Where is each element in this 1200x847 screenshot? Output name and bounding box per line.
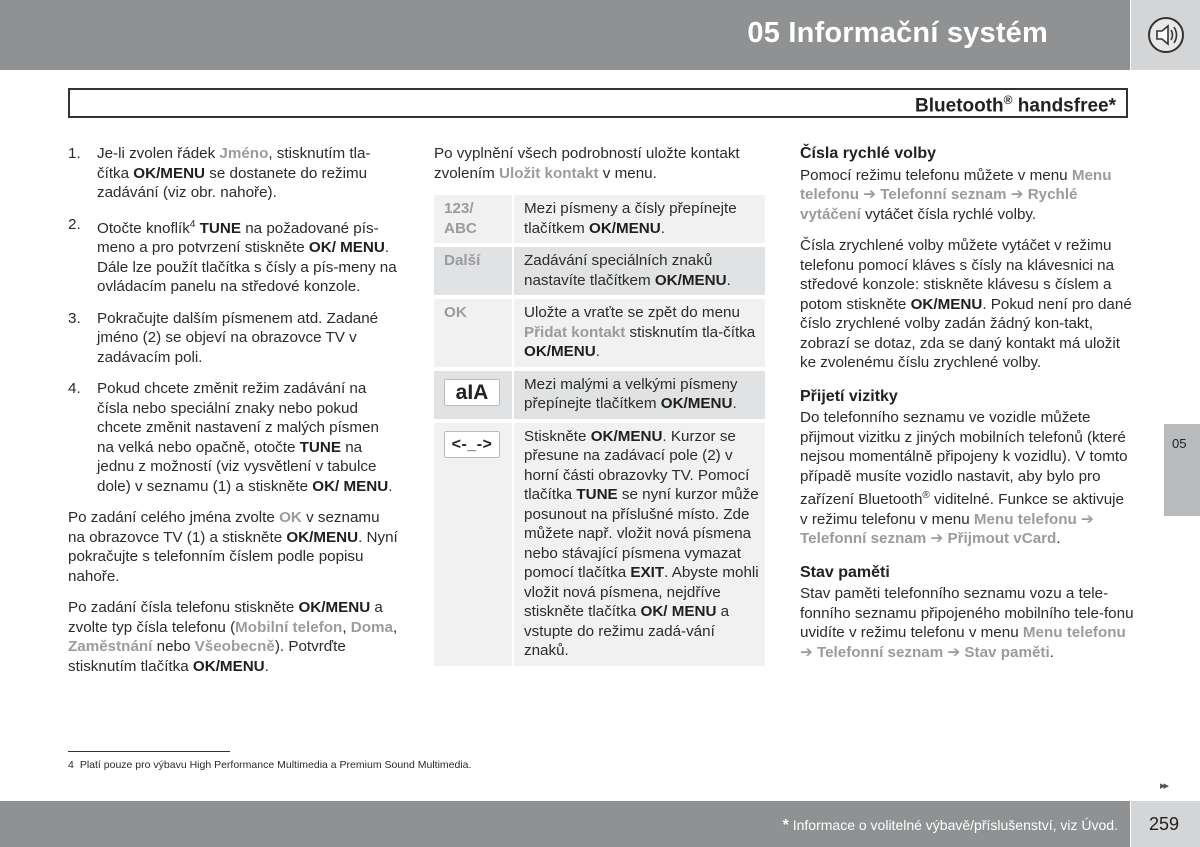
- paragraph: Pomocí režimu telefonu můžete v menu Menu telefonu ➔ Telefonní seznam ➔ Rychlé vytáčení vytáčet čísla rychlé volby.: [800, 166, 1112, 223]
- mode-key-label: OK: [444, 304, 467, 321]
- paragraph: Do telefonního seznamu ve vozidle můžete přijmout vizitku z jiných mobilních telefonů (které nejsou momentálně připojeny k vozidlu). V tomto případě musíte vozidlo nastavit, aby bylo pro zařízení Bluetooth® viditelné. Funkce se aktivuje v režimu telefonu v menu Menu telefonu ➔ Telefonní seznam ➔ Přijmout vCard.: [800, 409, 1128, 548]
- speaker-icon: [1147, 16, 1185, 54]
- page-number-box: [1131, 801, 1200, 847]
- list-item: 3. Pokračujte dalším písmenem atd. Zadané jméno (2) se objeví na obrazovce TV v zadávacím poli.: [68, 309, 379, 366]
- table-row: Další Zadávání speciálních znaků nastavíte tlačítkem OK/MENU.: [434, 247, 765, 295]
- list-item: 2. Otočte knoflík$^4$ TUNE na požadované pís-meno a pro potvrzení stiskněte OK/ MENU. Dále lze použít tlačítka s čísly a pís-meny na ovládacím panelu na středové konzole.: [68, 215, 397, 296]
- paragraph: Po zadání čísla telefonu stiskněte OK/MENU a zvolte typ čísla telefonu (Mobilní telefon, Doma, Zaměstnání nebo Všeobecně). Potvrďte stisknutím tlačítka OK/MENU.: [68, 599, 398, 675]
- list-item: 4. Pokud chcete změnit režim zadávání na čísla nebo speciální znaky nebo pokud chcete změnit nastavení z malých písmen na velká nebo opačně, otočte TUNE na jednu z možností (viz vysvětlení v tabulce dole) v seznamu (1) a stiskněte OK/ MENU.: [68, 380, 393, 495]
- steps-list: [68, 144, 400, 496]
- list-item: 1. Je-li zvolen řádek Jméno, stisknutím tla-čítka OK/MENU se dostanete do režimu zadávání (viz obr. nahoře).: [68, 145, 371, 201]
- subheading: Přijetí vizitky: [800, 387, 898, 405]
- chapter-title: 05 Informační systém: [747, 17, 1048, 49]
- section-header-box: [68, 88, 1128, 118]
- next-page-arrows-icon: ▸▸: [1160, 780, 1168, 792]
- paragraph: Po vyplnění všech podrobností uložte kontakt zvolením Uložit kontakt v menu.: [434, 145, 740, 182]
- subheading: Čísla rychlé volby: [800, 145, 937, 162]
- column-right: [800, 144, 1135, 674]
- input-modes-table: [434, 191, 765, 670]
- subheading: Stav paměti: [800, 563, 890, 581]
- footnote-divider: [68, 751, 230, 752]
- case-toggle-key: aIA: [444, 379, 500, 406]
- footer-bar: [0, 801, 1130, 847]
- mode-key-label: Další: [444, 252, 481, 269]
- column-middle: [434, 144, 766, 670]
- table-row: OK Uložte a vraťte se zpět do menu Přidat kontakt stisknutím tla-čítka OK/MENU.: [434, 299, 765, 367]
- table-row: aIA Mezi malými a velkými písmeny přepínejte tlačítkem OK/MENU.: [434, 371, 765, 419]
- table-row: 123/ ABC Mezi písmeny a čísly přepínejte tlačítkem OK/MENU.: [434, 195, 765, 243]
- header-bar: [0, 0, 1130, 70]
- column-left: [68, 144, 400, 688]
- chapter-icon-box: [1131, 0, 1200, 70]
- footer-note: * Informace o volitelné výbavě/příslušenství, viz Úvod.: [782, 817, 1118, 834]
- footnote: 4 Platí pouze pro výbavu High Performance Multimedia a Premium Sound Multimedia.: [68, 759, 472, 771]
- paragraph: Čísla zrychlené volby můžete vytáčet v režimu telefonu pomocí kláves s čísly na klávesnici na středové konzole: stiskněte klávesu s číslem a potom stiskněte OK/MENU. Pokud není pro dané číslo zrychlené volby zadán žádný kon-takt, zobrazí se dotaz, zda se daný kontakt má uložit ke zvolenému číslu zrychlené volby.: [800, 237, 1132, 371]
- table-row: <-_-> Stiskněte OK/MENU. Kurzor se přesune na zadávací pole (2) v horní části obrazovky TV. Pomocí tlačítka TUNE se nyní kurzor může posunout na příslušné místo. Zde můžete např. vložit nová písmena nebo stávající písmena vymazat pomocí tlačítka EXIT. Abyste mohli vložit nová písmena, nejdříve stiskněte tlačítka OK/ MENU a vstupte do režimu zadá-vání znaků.: [434, 423, 765, 666]
- mode-key-label: 123/ ABC: [444, 200, 477, 237]
- paragraph: Stav paměti telefonního seznamu vozu a tele-fonního seznamu připojeného mobilního tele-fonu uvidíte v režimu telefonu v menu Menu telefonu ➔ Telefonní seznam ➔ Stav paměti.: [800, 585, 1134, 661]
- page-number: 259: [1149, 814, 1180, 834]
- paragraph: Po zadání celého jména zvolte OK v seznamu na obrazovce TV (1) a stiskněte OK/MENU. Nyní pokračujte s telefonním číslem podle popisu nahoře.: [68, 509, 398, 585]
- section-title: Bluetooth® handsfree*: [915, 93, 1116, 117]
- chapter-side-tab: 05: [1164, 424, 1200, 516]
- cursor-key: <-_->: [444, 431, 500, 458]
